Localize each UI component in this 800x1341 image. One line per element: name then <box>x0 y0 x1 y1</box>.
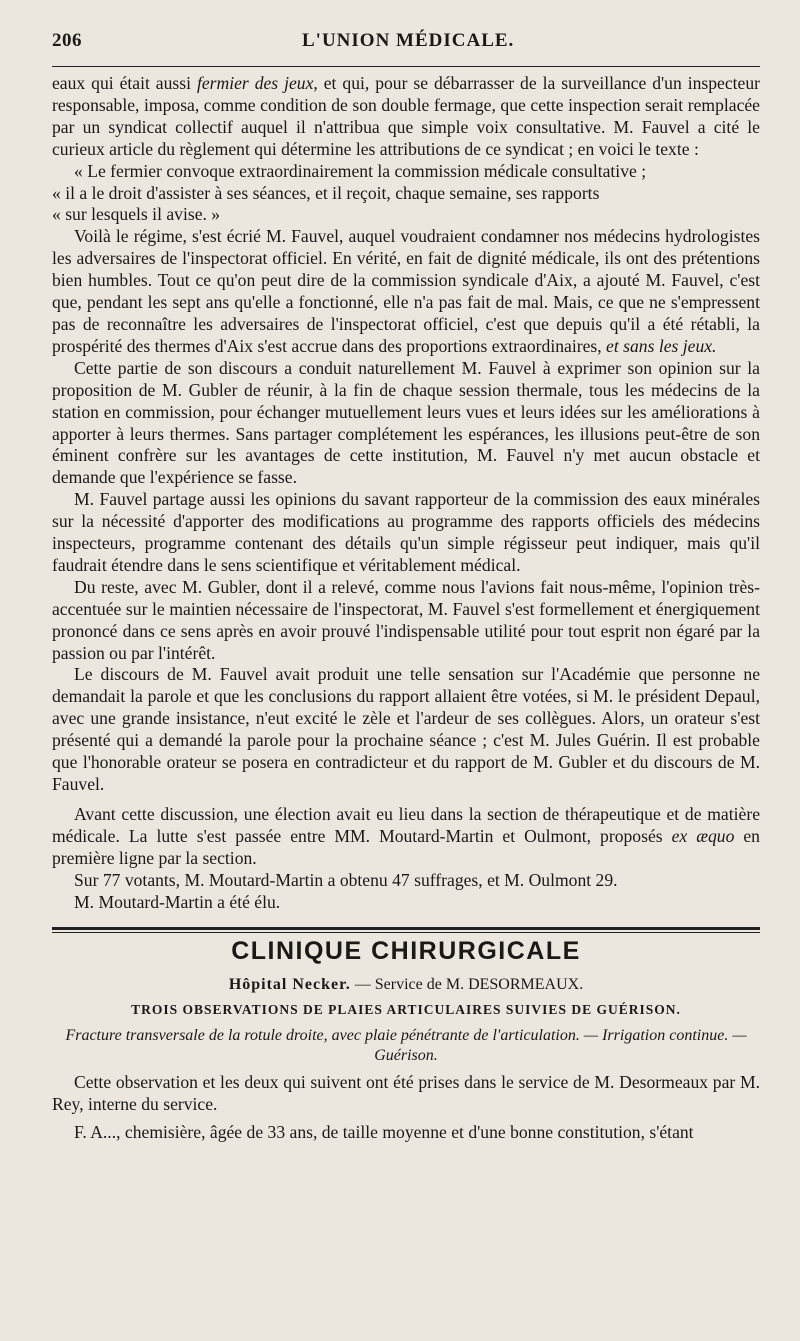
case-title: Fracture transversale de la rotule droite, avec plaie pénétrante de l'articulation. — Irrigation continue. — Guérison. <box>65 1027 747 1065</box>
paragraph: Cette observation et les deux qui suivent ont été prises dans le service de M. Desormeaux par M. Rey, interne du service. <box>52 1072 760 1115</box>
paragraph: eaux qui était aussi fermier des jeux, et qui, pour se débarrasser de la surveillance d'un inspecteur responsable, imposa, comme condition de son double fermage, que cette inspection serait remplacée par un syndicat collectif auquel il n'attribua que simple voix consultative. M. Fauvel a cité le curieux article du règlement qui détermine les attributions de ce syndicat ; en voici le texte : <box>52 73 760 159</box>
hospital-line <box>52 976 760 994</box>
paragraph: M. Fauvel partage aussi les opinions du savant rapporteur de la commission des eaux minérales sur la nécessité d'apporter des modifications au programme des rapports officiels des médecins inspecteurs, programme contenant des détails qu'un simple régisseur peut indiquer, mais qu'il faudrait étendre dans le sens scientifique et véritablement médical. <box>52 489 760 575</box>
paragraph: Cette partie de son discours a conduit naturellement M. Fauvel à exprimer son opinion sur la proposition de M. Gubler de réunir, à la fin de chaque session thermale, tous les médecins de la station en commission, pour échanger mutuellement leurs vues et leurs idées sur les améliorations à apporter à leurs thermes. Sans partager complétement les espérances, les illusions peut-être de son éminent confrère sur les avantages de cette institution, M. Fauvel n'y met aucun obstacle et demande que l'expérience se fasse. <box>52 357 760 488</box>
page-number: 206 <box>52 30 82 51</box>
running-header <box>52 30 760 64</box>
paragraph: Le discours de M. Fauvel avait produit une telle sensation sur l'Académie que personne ne demandait la parole et que les conclusions du rapport allaient être votées, si M. le président Depaul, avec une grande insistance, n'eut excité le zèle et l'ardeur de ses collègues. Alors, un orateur s'est présenté qui a demandé la parole pour la prochaine séance ; c'est M. Jules Guérin. Il est probable que l'honorable orateur se posera en contradicteur et du rapport de M. Gubler et du discours de M. Fauvel. <box>52 664 760 794</box>
quote-line: « sur lesquels il avise. » <box>52 204 221 225</box>
paragraph: Sur 77 votants, M. Moutard-Martin a obtenu 47 suffrages, et M. Oulmont 29. <box>74 869 618 890</box>
hospital-service: — Service de M. DESORMEAUX. <box>350 976 584 994</box>
paragraph: Avant cette discussion, une élection avait eu lieu dans la section de thérapeutique et de matière médicale. La lutte s'est passée entre MM. Moutard-Martin et Oulmont, proposés ex æquo en première ligne par la section. <box>52 803 760 868</box>
section-rule <box>52 927 760 930</box>
journal-title: L'UNION MÉDICALE. <box>302 30 515 51</box>
section-rule-thin <box>52 932 760 933</box>
paragraph: Du reste, avec M. Gubler, dont il a relevé, comme nous l'avions fait nous-même, l'opinion très-accentuée sur le maintien nécessaire de l'inspectorat, M. Fauvel s'est formellement et énergiquement prononcé dans ce sens après en avoir prouvé l'indispensable utilité pour tout esprit non égaré par la passion ou par l'intérêt. <box>52 576 760 663</box>
quote-line: « Le fermier convoque extraordinairement la commission médicale consultative ; <box>74 160 647 181</box>
case-body <box>52 1072 760 1144</box>
regulation-quote <box>52 161 760 227</box>
hospital-name: Hôpital Necker. <box>228 976 351 994</box>
paragraph: Voilà le régime, s'est écrié M. Fauvel, auquel voudraient condamner nos médecins hydrologistes les adversaires de l'inspectorat officiel. En vérité, en fait de dignité médicale, ils ont des prétentions bien humbles. Tout ce qu'on peut dire de la commission syndicale d'Aix, a ajouté M. Fauvel, c'est que, pendant les sept ans qu'elle a fonctionné, elle n'a pas fait de mal. Mais, ce que ne s'empressent pas de reconnaître les adversaires de l'inspectorat officiel, c'est que depuis qu'il a été rétabli, la prospérité des thermes d'Aix s'est accrue dans des proportions extraordinaires, et sans les jeux. <box>52 226 760 356</box>
quote-line: « il a le droit d'assister à ses séances, et il reçoit, chaque semaine, ses rapports <box>52 182 600 203</box>
paragraph: M. Moutard-Martin a été élu. <box>74 891 281 912</box>
article-body <box>52 73 760 913</box>
section-title: CLINIQUE CHIRURGICALE <box>231 937 581 966</box>
paragraph: F. A..., chemisière, âgée de 33 ans, de taille moyenne et d'une bonne constitution, s'étant <box>74 1122 694 1143</box>
observations-subtitle: TROIS OBSERVATIONS DE PLAIES ARTICULAIRES SUIVIES DE GUÉRISON. <box>131 1002 681 1018</box>
header-rule <box>52 66 760 67</box>
